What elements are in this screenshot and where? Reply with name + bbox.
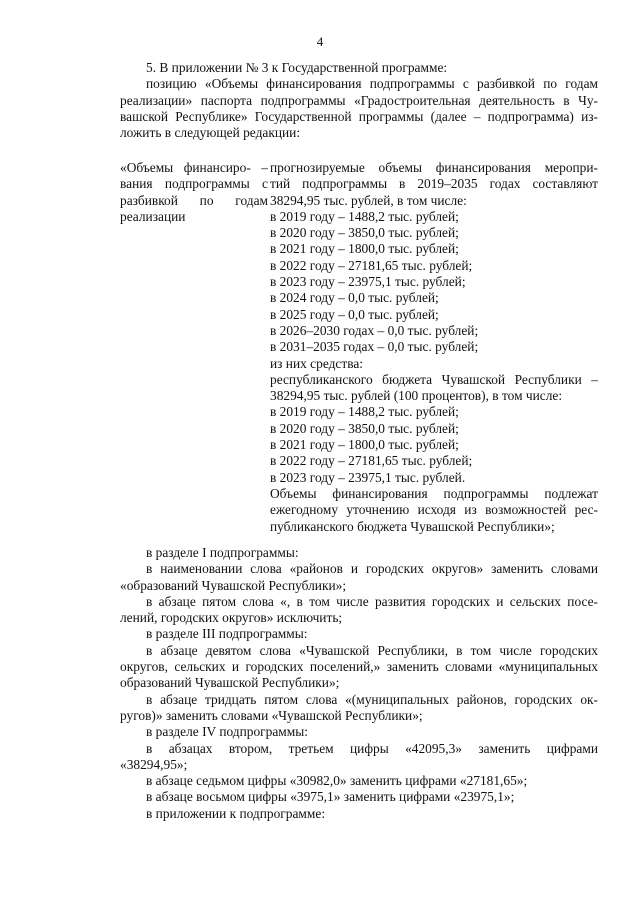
intro-line: ложить в следующей редакции: — [120, 125, 301, 141]
table-right-line: публиканского бюджета Чувашской Республики»; — [270, 518, 555, 534]
section-heading: 5. В приложении № 3 к Государственной программе: — [146, 60, 448, 75]
table-right-line: 38294,95 тыс. рублей (100 процентов), в том числе: — [270, 388, 563, 404]
table-right-line: в 2019 году – 1488,2 тыс. рублей; — [270, 208, 459, 224]
table-right-line: в 2025 году – 0,0 тыс. рублей; — [270, 306, 439, 322]
table-right-line: в 2019 году – 1488,2 тыс. рублей; — [270, 404, 459, 420]
intro-line: позицию «Объемы финансирования подпрограммы с разбивкой по годам — [146, 76, 598, 92]
amendment-line: в абзаце пятом слова «, в том числе развития городских и сельских посе- — [146, 593, 598, 609]
table-right-line: 38294,95 тыс. рублей, в том числе: — [270, 192, 467, 208]
amendment-line: образований Чувашской Республики»; — [120, 675, 340, 691]
amendment-line: в разделе I подпрограммы: — [146, 545, 299, 560]
intro-line: вашской Республике» Государственной программы (далее – подпрограмма) из- — [120, 108, 598, 124]
amendment-line: «образований Чувашской Республики»; — [120, 577, 347, 593]
table-right-line: из них средства: — [270, 355, 364, 371]
table-right-line: тий подпрограммы в 2019–2035 годах составляют — [270, 176, 598, 192]
table-right-line: в 2031–2035 годах – 0,0 тыс. рублей; — [270, 339, 479, 355]
amendment-line: лений, городских округов» исключить; — [120, 610, 343, 626]
table-right-line: в 2022 году – 27181,65 тыс. рублей; — [270, 453, 473, 469]
table-right-line: ежегодному уточнению исходя из возможностей рес- — [270, 502, 598, 518]
amendment-line: в абзаце девятом слова «Чувашской Республики, в том числе городских — [146, 642, 598, 658]
amendment-line: в абзаце восьмом цифры «3975,1» заменить цифрами «23975,1»; — [146, 789, 515, 805]
amendment-line: в наименовании слова «районов и городских округов» заменить словами — [146, 561, 598, 577]
page-number: 4 — [316, 34, 324, 49]
table-right-cell — [270, 160, 598, 535]
table-right-line: в 2021 году – 1800,0 тыс. рублей; — [270, 241, 459, 257]
amendments-section — [120, 545, 598, 822]
amendment-line: ругов)» заменить словами «Чувашской Республики»; — [120, 707, 423, 723]
amendment-line: в абзаце седьмом цифры «30982,0» заменить цифрами «27181,65»; — [146, 773, 528, 789]
table-right-line: в 2023 году – 23975,1 тыс. рублей. — [270, 469, 466, 485]
amendment-line: в абзаце тридцать пятом слова «(муниципальных районов, городских ок- — [146, 691, 598, 707]
table-right-line: в 2023 году – 23975,1 тыс. рублей; — [270, 274, 466, 290]
amendment-line: в разделе III подпрограммы: — [146, 626, 308, 642]
table-right-line: в 2024 году – 0,0 тыс. рублей; — [270, 290, 439, 306]
amendment-line: в разделе IV подпрограммы: — [146, 724, 308, 740]
amendment-line: в приложении к подпрограмме: — [146, 805, 326, 821]
table-right-line: в 2022 году – 27181,65 тыс. рублей; — [270, 257, 473, 273]
table-right-line: в 2020 году – 3850,0 тыс. рублей; — [270, 225, 459, 241]
table-right-line: в 2021 году – 1800,0 тыс. рублей; — [270, 437, 459, 453]
table-left-line: «Объемы финансиро- – — [120, 160, 268, 175]
intro-line: реализации» паспорта подпрограммы «Градостроительная деятельность в Чу- — [120, 92, 598, 108]
table-right-line: в 2026–2030 годах – 0,0 тыс. рублей; — [270, 322, 479, 338]
intro-section — [120, 60, 598, 141]
table-left-line: разбивкой по годам — [120, 192, 268, 208]
table-right-line: республиканского бюджета Чувашской Республики – — [270, 371, 598, 387]
table-left-cell — [120, 160, 268, 225]
table-right-line: в 2020 году – 3850,0 тыс. рублей; — [270, 420, 459, 436]
table-right-line: Объемы финансирования подпрограммы подлежат — [270, 485, 598, 501]
table-left-line: реализации — [120, 208, 186, 224]
table-left-line: вания подпрограммы с — [120, 176, 268, 192]
amendment-line: округов, сельских и городских поселений,» заменить словами «муниципальных — [120, 659, 598, 675]
table-right-line: прогнозируемые объемы финансирования меропри- — [270, 160, 598, 175]
amendment-line: «38294,95»; — [120, 756, 188, 772]
amendment-line: в абзацах втором, третьем цифры «42095,3» заменить цифрами — [146, 740, 598, 756]
